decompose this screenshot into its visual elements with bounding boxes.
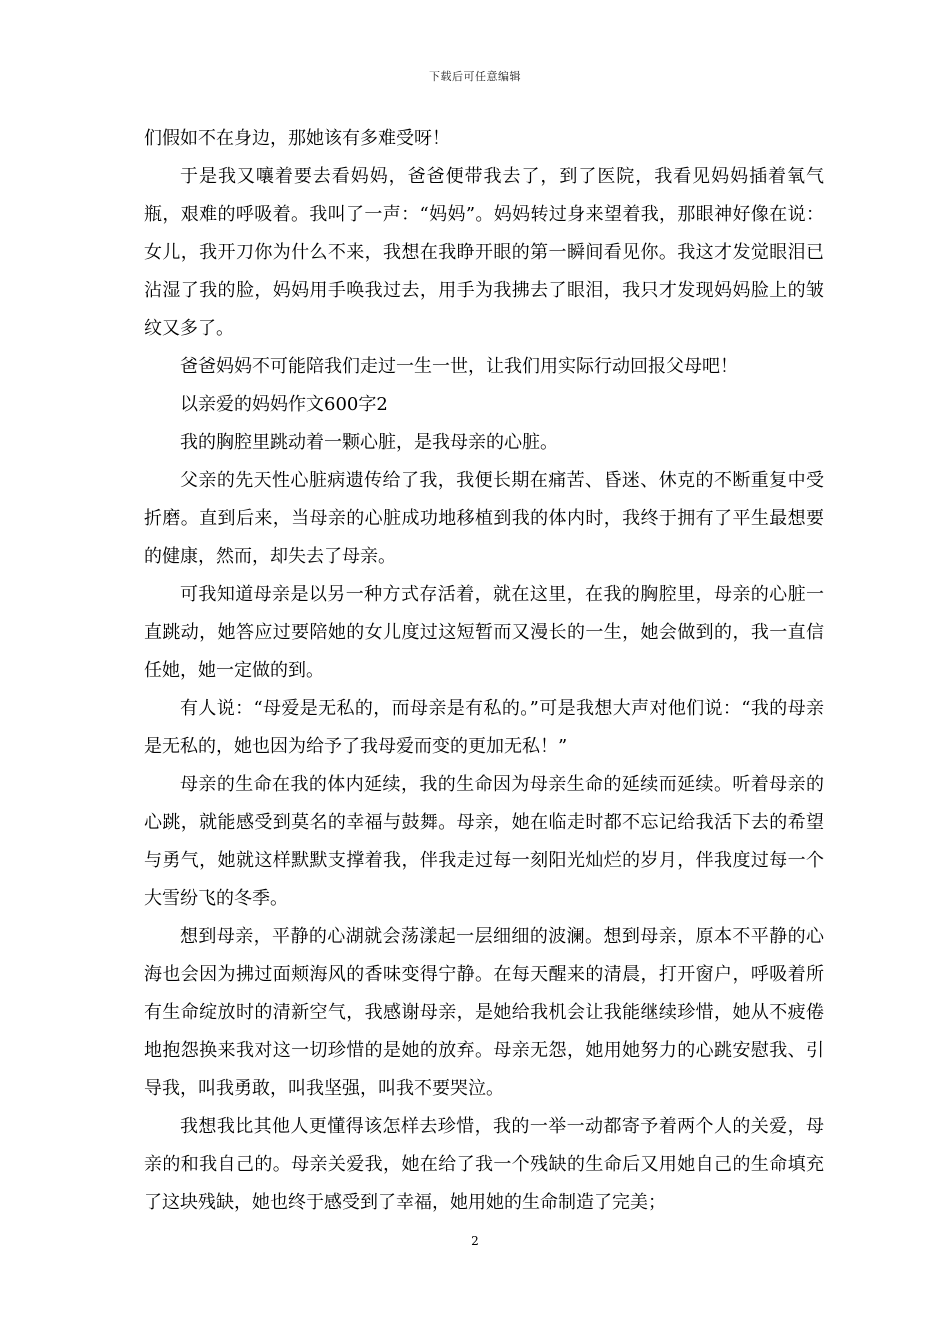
section-heading: 以亲爱的妈妈作文600字2 <box>180 394 388 415</box>
paragraph-9: 想到母亲，平静的心湖就会荡漾起一层细细的波澜。想到母亲，原本不平静的心海也会因为拂过面颊海风的香味变得宁静。在每天醒来的清晨，打开窗户，呼吸着所有生命绽放时的清新空气，我感谢母亲，是她给我机会让我能继续珍惜，她从不疲倦地抱怨换来我对这一切珍惜的是她的放弃。母亲无怨，她用她努力的心跳安慰我、引导我，叫我勇敢，叫我坚强，叫我不要哭泣。 <box>144 926 824 1099</box>
paragraph-1: 们假如不在身边，那她该有多难受呀！ <box>144 128 450 149</box>
paragraph-7: 有人说：“母爱是无私的，而母亲是有私的。”可是我想大声对他们说：“我的母亲是无私的，她也因为给予了我母爱而变的更加无私！” <box>144 698 824 757</box>
paragraph-2: 于是我又嚷着要去看妈妈，爸爸便带我去了，到了医院，我看见妈妈插着氧气瓶，艰难的呼吸着。我叫了一声：“妈妈”。妈妈转过身来望着我，那眼神好像在说：女儿，我开刀你为什么不来，我想在我睁开眼的第一瞬间看见你。我这才发觉眼泪已沾湿了我的脸，妈妈用手唤我过去，用手为我拂去了眼泪，我只才发现妈妈脸上的皱纹又多了。 <box>144 166 824 339</box>
paragraph-3: 爸爸妈妈不可能陪我们走过一生一世，让我们用实际行动回报父母吧！ <box>180 356 738 377</box>
paragraph-10: 我想我比其他人更懂得该怎样去珍惜，我的一举一动都寄予着两个人的关爱，母亲的和我自己的。母亲关爱我，她在给了我一个残缺的生命后又用她自己的生命填充了这块残缺，她也终于感受到了幸福，她用她的生命制造了完美； <box>144 1116 824 1213</box>
page-number: 2 <box>471 1234 479 1248</box>
paragraph-6: 可我知道母亲是以另一种方式存活着，就在这里，在我的胸腔里，母亲的心脏一直跳动，她答应过要陪她的女儿度过这短暂而又漫长的一生，她会做到的，我一直信任她，她一定做的到。 <box>144 584 824 681</box>
page-header: 下载后可任意编辑 <box>429 70 521 83</box>
document-body <box>144 120 824 1222</box>
paragraph-8: 母亲的生命在我的体内延续，我的生命因为母亲生命的延续而延续。听着母亲的心跳，就能感受到莫名的幸福与鼓舞。母亲，她在临走时都不忘记给我活下去的希望与勇气，她就这样默默支撑着我，伴我走过每一刻阳光灿烂的岁月，伴我度过每一个大雪纷飞的冬季。 <box>144 774 824 909</box>
paragraph-5: 父亲的先天性心脏病遗传给了我，我便长期在痛苦、昏迷、休克的不断重复中受折磨。直到后来，当母亲的心脏成功地移植到我的体内时，我终于拥有了平生最想要的健康，然而，却失去了母亲。 <box>144 470 824 567</box>
paragraph-4: 我的胸腔里跳动着一颗心脏，是我母亲的心脏。 <box>180 432 558 453</box>
